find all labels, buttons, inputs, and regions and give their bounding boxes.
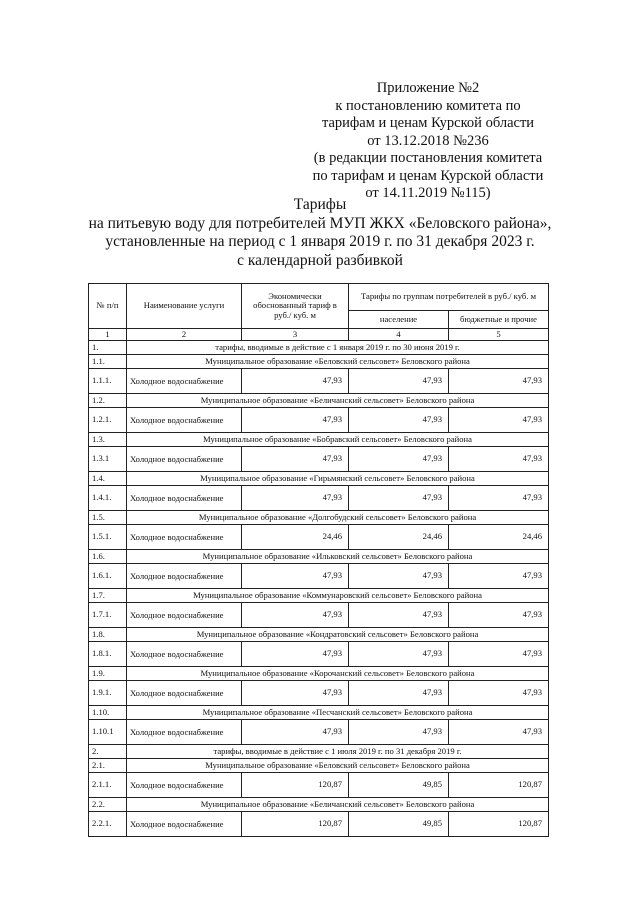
budget-tariff-value: 47,93	[449, 603, 549, 628]
title-line: Тарифы	[293, 196, 347, 213]
table-row	[89, 642, 549, 667]
econ-tariff-value: 47,93	[242, 603, 349, 628]
section-row	[89, 433, 549, 447]
population-tariff-value: 47,93	[349, 447, 449, 472]
service-name: Холодное водоснабжение	[127, 486, 242, 511]
econ-tariff-value: 47,93	[242, 447, 349, 472]
title-line: с календарной разбивкой	[237, 251, 403, 269]
budget-tariff-value: 120,87	[449, 812, 549, 837]
header-row	[89, 284, 549, 311]
section-row	[89, 706, 549, 720]
budget-tariff-value: 47,93	[449, 564, 549, 589]
section-title: Муниципальное образование «Коммунаровский сельсовет» Беловского района	[127, 589, 549, 603]
table-row	[89, 773, 549, 798]
section-row	[89, 341, 549, 355]
row-number: 2.2.1.	[89, 812, 127, 837]
tariff-table	[88, 283, 549, 837]
service-name: Холодное водоснабжение	[127, 408, 242, 433]
econ-tariff-value: 47,93	[242, 642, 349, 667]
service-name: Холодное водоснабжение	[127, 369, 242, 394]
col-number: 3	[242, 329, 349, 341]
row-number: 1.8.	[89, 628, 127, 642]
table-row	[89, 720, 549, 745]
section-title: Муниципальное образование «Ильковский сельсовет» Беловского района	[127, 550, 549, 564]
service-name: Холодное водоснабжение	[127, 564, 242, 589]
header-econ-tariff: Экономически обоснованный тариф в руб./ куб. м	[242, 284, 349, 329]
row-number: 1.9.	[89, 667, 127, 681]
row-number: 1.9.1.	[89, 681, 127, 706]
section-row	[89, 745, 549, 759]
document-title	[60, 196, 580, 270]
row-number: 2.2.	[89, 798, 127, 812]
title-line: на питьевую воду для потребителей МУП ЖКХ «Беловского района»,	[88, 214, 552, 232]
row-number: 1.4.	[89, 472, 127, 486]
section-row	[89, 394, 549, 408]
row-number: 2.	[89, 745, 127, 759]
appendix-line: от 13.12.2018 №236	[367, 132, 489, 149]
appendix-line: по тарифам и ценам Курской области	[312, 167, 544, 184]
section-title: Муниципальное образование «Беловский сельсовет» Беловского района	[127, 759, 549, 773]
econ-tariff-value: 47,93	[242, 408, 349, 433]
population-tariff-value: 47,93	[349, 486, 449, 511]
header-num: № п/п	[89, 284, 127, 329]
population-tariff-value: 47,93	[349, 681, 449, 706]
section-title: тарифы, вводимые в действие с 1 января 2019 г. по 30 июня 2019 г.	[127, 341, 549, 355]
budget-tariff-value: 47,93	[449, 486, 549, 511]
row-number: 1.1.	[89, 355, 127, 369]
budget-tariff-value: 47,93	[449, 720, 549, 745]
budget-tariff-value: 47,93	[449, 369, 549, 394]
service-name: Холодное водоснабжение	[127, 773, 242, 798]
appendix-line: Приложение №2	[376, 80, 480, 96]
row-number: 1.10.1	[89, 720, 127, 745]
section-title: тарифы, вводимые в действие с 1 июля 2019 г. по 31 декабря 2019 г.	[127, 745, 549, 759]
service-name: Холодное водоснабжение	[127, 681, 242, 706]
header-budget: бюджетные и прочие	[449, 311, 549, 329]
population-tariff-value: 49,85	[349, 812, 449, 837]
table-row	[89, 447, 549, 472]
table-row	[89, 369, 549, 394]
population-tariff-value: 47,93	[349, 564, 449, 589]
section-title: Муниципальное образование «Бобравский сельсовет» Беловского района	[127, 433, 549, 447]
service-name: Холодное водоснабжение	[127, 812, 242, 837]
population-tariff-value: 47,93	[349, 642, 449, 667]
row-number: 1.7.1.	[89, 603, 127, 628]
section-title: Муниципальное образование «Долгобудский сельсовет» Беловского района	[127, 511, 549, 525]
header-consumer-groups: Тарифы по группам потребителей в руб./ куб. м	[349, 284, 549, 311]
econ-tariff-value: 120,87	[242, 773, 349, 798]
col-number: 5	[449, 329, 549, 341]
section-title: Муниципальное образование «Корочанский сельсовет» Беловского района	[127, 667, 549, 681]
row-number: 1.8.1.	[89, 642, 127, 667]
row-number: 1.	[89, 341, 127, 355]
table-row	[89, 564, 549, 589]
row-number: 1.7.	[89, 589, 127, 603]
row-number: 2.1.1.	[89, 773, 127, 798]
appendix-block	[288, 80, 568, 203]
row-number: 2.1.	[89, 759, 127, 773]
title-line: установленные на период с 1 января 2019 г. по 31 декабря 2023 г.	[105, 233, 535, 250]
service-name: Холодное водоснабжение	[127, 525, 242, 550]
table-body	[89, 341, 549, 837]
col-number: 4	[349, 329, 449, 341]
row-number: 1.10.	[89, 706, 127, 720]
section-row	[89, 759, 549, 773]
section-title: Муниципальное образование «Гирьмянский сельсовет» Беловского района	[127, 472, 549, 486]
service-name: Холодное водоснабжение	[127, 720, 242, 745]
section-title: Муниципальное образование «Беличанский сельсовет» Беловского района	[127, 394, 549, 408]
row-number: 1.5.1.	[89, 525, 127, 550]
section-row	[89, 628, 549, 642]
population-tariff-value: 47,93	[349, 720, 449, 745]
econ-tariff-value: 47,93	[242, 681, 349, 706]
row-number: 1.4.1.	[89, 486, 127, 511]
econ-tariff-value: 47,93	[242, 564, 349, 589]
appendix-line: (в редакции постановления комитета	[313, 150, 543, 166]
header-population: население	[349, 311, 449, 329]
population-tariff-value: 49,85	[349, 773, 449, 798]
population-tariff-value: 47,93	[349, 369, 449, 394]
table-row	[89, 603, 549, 628]
section-row	[89, 798, 549, 812]
col-number: 1	[89, 329, 127, 341]
appendix-line: тарифам и ценам Курской области	[321, 115, 535, 131]
econ-tariff-value: 47,93	[242, 720, 349, 745]
econ-tariff-value: 120,87	[242, 812, 349, 837]
service-name: Холодное водоснабжение	[127, 603, 242, 628]
table-row	[89, 812, 549, 837]
row-number: 1.5.	[89, 511, 127, 525]
budget-tariff-value: 47,93	[449, 642, 549, 667]
section-row	[89, 355, 549, 369]
section-row	[89, 550, 549, 564]
budget-tariff-value: 47,93	[449, 408, 549, 433]
row-number: 1.3.1	[89, 447, 127, 472]
budget-tariff-value: 24,46	[449, 525, 549, 550]
table-row	[89, 525, 549, 550]
row-number: 1.1.1.	[89, 369, 127, 394]
section-row	[89, 667, 549, 681]
section-title: Муниципальное образование «Песчанский сельсовет» Беловского района	[127, 706, 549, 720]
econ-tariff-value: 47,93	[242, 369, 349, 394]
section-title: Муниципальное образование «Беличанский сельсовет» Беловского района	[127, 798, 549, 812]
section-row	[89, 472, 549, 486]
row-number: 1.6.	[89, 550, 127, 564]
row-number: 1.2.1.	[89, 408, 127, 433]
appendix-line: к постановлению комитета по	[335, 97, 521, 114]
population-tariff-value: 47,93	[349, 408, 449, 433]
econ-tariff-value: 24,46	[242, 525, 349, 550]
section-row	[89, 511, 549, 525]
column-number-row	[89, 329, 549, 341]
section-title: Муниципальное образование «Беловский сельсовет» Беловского района	[127, 355, 549, 369]
table-row	[89, 408, 549, 433]
budget-tariff-value: 47,93	[449, 447, 549, 472]
population-tariff-value: 47,93	[349, 603, 449, 628]
section-row	[89, 589, 549, 603]
appendix-line: от 14.11.2019 №115)	[365, 185, 491, 201]
econ-tariff-value: 47,93	[242, 486, 349, 511]
row-number: 1.3.	[89, 433, 127, 447]
population-tariff-value: 24,46	[349, 525, 449, 550]
service-name: Холодное водоснабжение	[127, 447, 242, 472]
table-row	[89, 486, 549, 511]
row-number: 1.2.	[89, 394, 127, 408]
section-title: Муниципальное образование «Кондратовский сельсовет» Беловского района	[127, 628, 549, 642]
row-number: 1.6.1.	[89, 564, 127, 589]
budget-tariff-value: 47,93	[449, 681, 549, 706]
col-number: 2	[127, 329, 242, 341]
service-name: Холодное водоснабжение	[127, 642, 242, 667]
budget-tariff-value: 120,87	[449, 773, 549, 798]
header-service: Наименование услуги	[127, 284, 242, 329]
table-row	[89, 681, 549, 706]
